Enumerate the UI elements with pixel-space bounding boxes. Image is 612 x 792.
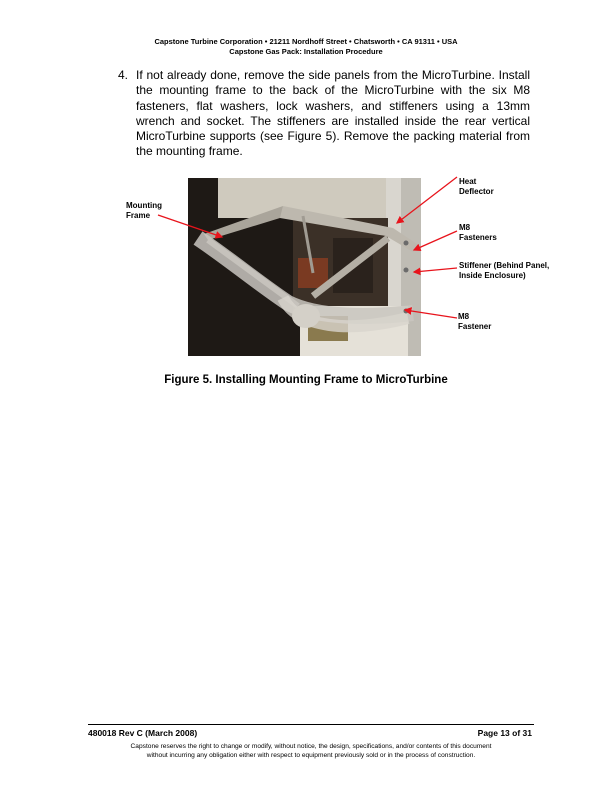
installation-photo	[188, 178, 421, 356]
footer-divider	[88, 724, 534, 725]
footer-page-number: Page 13 of 31	[477, 728, 532, 738]
photo-illustration	[188, 178, 421, 356]
callout-m8-fastener	[458, 312, 491, 332]
callout-heat-deflector	[459, 177, 494, 197]
header-document-title: Capstone Gas Pack: Installation Procedure	[229, 47, 383, 56]
callout-heat-deflector-line2: Deflector	[459, 187, 494, 196]
step-number: 4.	[118, 68, 129, 82]
callout-stiffener-line2: Inside Enclosure)	[459, 271, 526, 280]
step-text: If not already done, remove the side panels from the MicroTurbine. Install the mounting frame to the back of the MicroTurbine with the six M8 fasteners, flat washers, lock washers, and stiffeners using a 13mm wrench and socket. The stiffeners are installed inside the rear vertical MicroTurbine supports (see Figure 5). Remove the packing material from the mounting frame.	[136, 68, 530, 159]
header-company-line: Capstone Turbine Corporation • 21211 Nordhoff Street • Chatsworth • CA 91311 • USA	[154, 37, 458, 46]
callout-m8-fastener-line1: M8	[458, 312, 470, 321]
callout-m8-fasteners-line1: M8	[459, 223, 471, 232]
callout-stiffener	[459, 261, 549, 281]
footer-notice-line2: without incurring any obligation either with respect to equipment previously sold or in the process of construction.	[146, 752, 476, 759]
callout-mounting-frame-line2: Frame	[126, 211, 151, 220]
callout-mounting-frame	[126, 201, 162, 221]
callout-m8-fasteners	[459, 223, 497, 243]
footer-notice	[60, 742, 562, 760]
callout-mounting-frame-line1: Mounting	[126, 201, 162, 210]
page-header	[0, 37, 612, 57]
footer-document-id: 480018 Rev C (March 2008)	[88, 728, 198, 738]
callout-m8-fastener-line2: Fastener	[458, 322, 492, 331]
callout-m8-fasteners-line2: Fasteners	[459, 233, 497, 242]
figure-caption: Figure 5. Installing Mounting Frame to MicroTurbine	[164, 374, 448, 386]
callout-heat-deflector-line1: Heat	[459, 177, 477, 186]
footer-notice-line1: Capstone reserves the right to change or modify, without notice, the design, specifications, and/or contents of this document	[130, 743, 492, 750]
procedure-step	[118, 68, 530, 160]
callout-stiffener-line1: Stiffener (Behind Panel,	[459, 261, 550, 270]
